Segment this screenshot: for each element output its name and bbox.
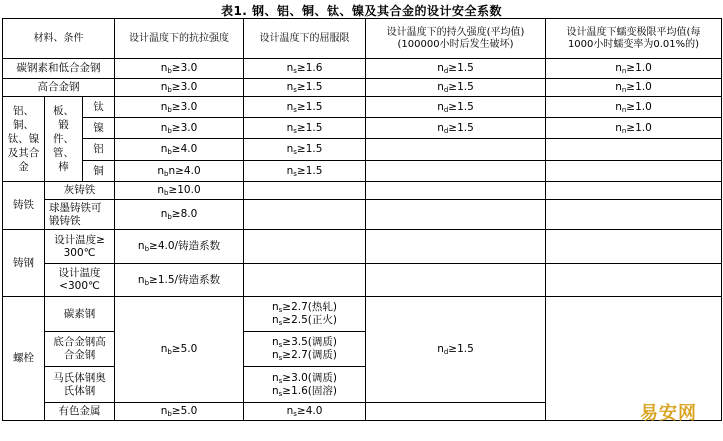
cell-tensile: $n_b\ge 4.0/$铸造系数 (115, 230, 244, 264)
cell-durable: $n_d\ge 1.5$ (366, 118, 546, 139)
cell-tensile: $n_bn\ge 4.0$ (115, 161, 244, 182)
cell-creep: $n_n\ge 1.0$ (546, 97, 722, 118)
cell-yield: $n_s\ge 1.5$ (244, 79, 366, 97)
row-label-carbon-steel: 碳钢素和低合金钢 (3, 59, 115, 79)
cell-empty (366, 139, 546, 161)
row-label-gray-iron: 灰铸铁 (45, 182, 115, 200)
cell-empty (244, 264, 366, 297)
cell-yield: $n_s\ge 1.5$ (244, 161, 366, 182)
cell-empty (244, 182, 366, 200)
cell-yield: $n_s\ge 4.0$ (244, 403, 366, 421)
cell-empty (546, 161, 722, 182)
cell-durable: $n_d\ge 1.5$ (366, 79, 546, 97)
cell-tensile: $n_b\ge 3.0$ (115, 79, 244, 97)
cell-empty (546, 230, 722, 264)
cell-empty (366, 182, 546, 200)
header-material: 材料、条件 (3, 19, 115, 59)
cell-tensile: $n_b\ge 3.0$ (115, 97, 244, 118)
cell-durable-bolt: $n_d\ge 1.5$ (366, 297, 546, 403)
table-row (3, 297, 722, 332)
table-row (3, 230, 722, 264)
row-label-bolt-alloy: 底合金钢高 合金钢 (45, 332, 115, 367)
table-row (3, 79, 722, 97)
table-row (3, 200, 722, 230)
cell-empty (366, 403, 546, 421)
cell-yield: $n_s\ge 1.5$ (244, 97, 366, 118)
table-row (3, 264, 722, 297)
header-creep (546, 19, 722, 59)
row-label-nickel: 镍 (83, 118, 115, 139)
cell-creep: $n_n\ge 1.0$ (546, 59, 722, 79)
table-row (3, 118, 722, 139)
header-durable-line1: 设计温度下的持久强度(平均值) (386, 26, 525, 38)
cell-empty (546, 200, 722, 230)
cell-creep: $n_n\ge 1.0$ (546, 79, 722, 97)
cell-empty (366, 264, 546, 297)
header-creep-line1: 设计温度下蠕变极限平均值(每 (566, 26, 701, 38)
cell-yield: $n_s\ge 2.7$(热轧) $n_s\ge 2.5$(正火) (244, 297, 366, 332)
cell-tensile: $n_b\ge 3.0$ (115, 59, 244, 79)
row-group-cast-steel: 铸钢 (3, 230, 45, 297)
row-group-nonferrous: 铝、 铜、 钛、镍 及其合 金 (3, 97, 45, 182)
cell-empty (366, 230, 546, 264)
row-label-aluminum: 铝 (83, 139, 115, 161)
cell-tensile-bolt: $n_b\ge 5.0$ (115, 297, 244, 403)
row-group-bolt: 螺栓 (3, 297, 45, 421)
cell-yield: $n_s\ge 1.5$ (244, 118, 366, 139)
table-row (3, 182, 722, 200)
row-label-cast-steel-lo: 设计温度 <300℃ (45, 264, 115, 297)
row-label-bolt-carbon: 碳素钢 (45, 297, 115, 332)
cell-empty (366, 161, 546, 182)
cell-yield: $n_s\ge 3.0$(调质) $n_s\ge 1.6$(固溶) (244, 367, 366, 403)
table-row (3, 97, 722, 118)
cell-creep: $n_n\ge 1.0$ (546, 118, 722, 139)
cell-tensile: $n_b\ge 5.0$ (115, 403, 244, 421)
header-durable-line2: (100000小时后发生破坏) (397, 38, 514, 50)
header-creep-line2: 1000小时蠕变率为0.01%的) (567, 38, 700, 50)
cell-empty (546, 139, 722, 161)
row-group-cast-iron: 铸铁 (3, 182, 45, 230)
cell-tensile: $n_b\ge 3.0$ (115, 118, 244, 139)
cell-yield: $n_s\ge 1.6$ (244, 59, 366, 79)
table-title: 表1. 钢、铝、铜、钛、镍及其合金的设计安全系数 (220, 4, 503, 18)
header-durable (366, 19, 546, 59)
cell-empty (546, 182, 722, 200)
cell-durable: $n_d\ge 1.5$ (366, 59, 546, 79)
cell-tensile: $n_b\ge 4.0$ (115, 139, 244, 161)
cell-empty (366, 200, 546, 230)
row-label-cast-steel-hi: 设计温度≥ 300℃ (45, 230, 115, 264)
cell-durable: $n_d\ge 1.5$ (366, 97, 546, 118)
cell-yield: $n_s\ge 1.5$ (244, 139, 366, 161)
row-label-ductile-iron: 球墨铸铁可 锻铸铁 (45, 200, 115, 230)
cell-empty (244, 230, 366, 264)
row-group-forms: 板、 锻 件、 管、 棒 (45, 97, 83, 182)
table-row (3, 139, 722, 161)
header-tensile: 设计温度下的抗拉强度 (115, 19, 244, 59)
safety-factor-table (2, 18, 722, 421)
table-row (3, 59, 722, 79)
cell-tensile: $n_b\ge 8.0$ (115, 200, 244, 230)
row-label-copper: 铜 (83, 161, 115, 182)
watermark-logo: 易安网 (640, 403, 697, 424)
row-label-titanium: 钛 (83, 97, 115, 118)
row-label-high-alloy: 高合金钢 (3, 79, 115, 97)
header-yield: 设计温度下的屈服限 (244, 19, 366, 59)
cell-yield: $n_s\ge 3.5$(调质) $n_s\ge 2.7$(调质) (244, 332, 366, 367)
cell-tensile: $n_b\ge 10.0$ (115, 182, 244, 200)
table-row (3, 161, 722, 182)
cell-empty (244, 200, 366, 230)
row-label-bolt-martensitic: 马氏体钢奥 氏体钢 (45, 367, 115, 403)
cell-tensile: $n_b\ge 1.5/$铸造系数 (115, 264, 244, 297)
row-label-bolt-nonferrous: 有色金属 (45, 403, 115, 421)
cell-empty (546, 264, 722, 297)
header-row (3, 19, 722, 59)
